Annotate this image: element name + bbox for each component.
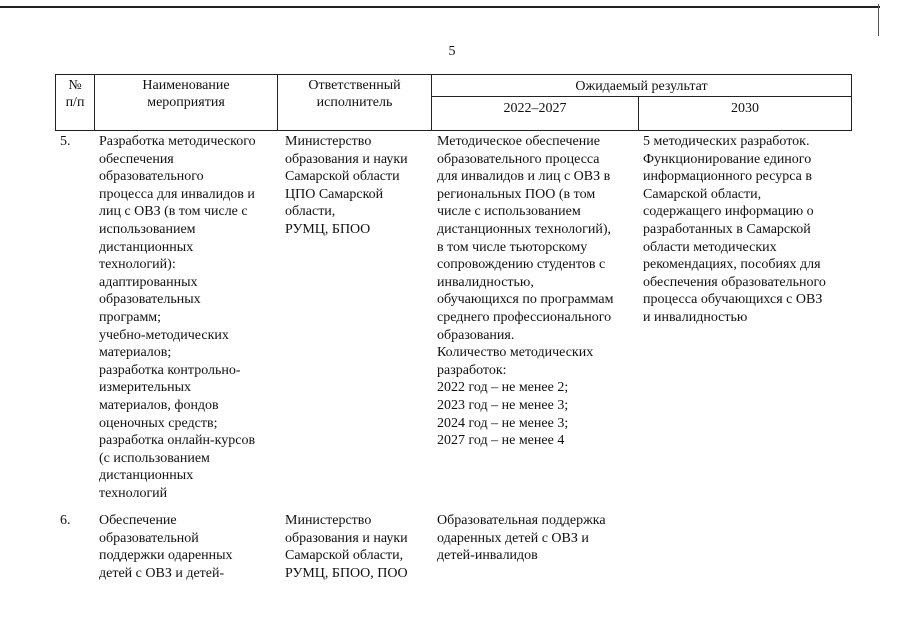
header-responsible: Ответственный исполнитель [308,78,401,110]
row-5-num: 5. [60,134,71,149]
row-5-result-2030: 5 методических разработок. Функционирование единого информационного ресурса в Самарской области, содержащего информацию о разработанных в Самарской области методических рекомендациях, пособиях для обеспечения образовательного процесса обучающихся с ОВЗ и инвалидностью [643,134,826,325]
header-period-2022-2027: 2022–2027 [503,101,567,116]
row-5-result-2022-2027: Методическое обеспечение образовательного процесса для инвалидов и лиц с ОВЗ в региональных ПОО (в том числе с использованием дистанционных технологий), в том числе тьюторскому сопровождению студентов с инвалидностью, обучающихся по программам среднего профессионального образования. Количество методических разработок: 2022 год – не менее 2; 2023 год – не менее 3; 2024 год – не менее 3; 2027 год – не менее 4 [437,134,614,449]
header-period-2030: 2030 [731,101,759,116]
row-6-name: Обеспечение образовательной поддержки одаренных детей с ОВЗ и детей- [99,513,233,581]
header-expected-result: Ожидаемый результат [575,79,708,94]
page-number: 5 [448,44,456,59]
top-border-line [0,6,880,8]
row-5-responsible: Министерство образования и науки Самарской области ЦПО Самарской области, РУМЦ, БПОО [285,134,408,237]
header-name: Наименование мероприятия [142,78,230,110]
top-corner-mark [878,4,879,36]
row-6-num: 6. [60,513,71,528]
row-5-name: Разработка методического обеспечения образовательного процесса для инвалидов и лиц с ОВЗ (в том числе с использованием дистанционных технологий): адаптированных образовательных программ; учебно-методических материалов; разработка контрольно- измерительных материалов, фондов оценочных средств; разработка онлайн-курсов (с использованием дистанционных технологий [99,134,256,501]
header-num: № п/п [65,78,85,110]
row-6-result-2022-2027: Образовательная поддержка одаренных детей с ОВЗ и детей-инвалидов [437,513,606,564]
row-6-responsible: Министерство образования и науки Самарской области, РУМЦ, БПОО, ПОО [285,513,408,581]
